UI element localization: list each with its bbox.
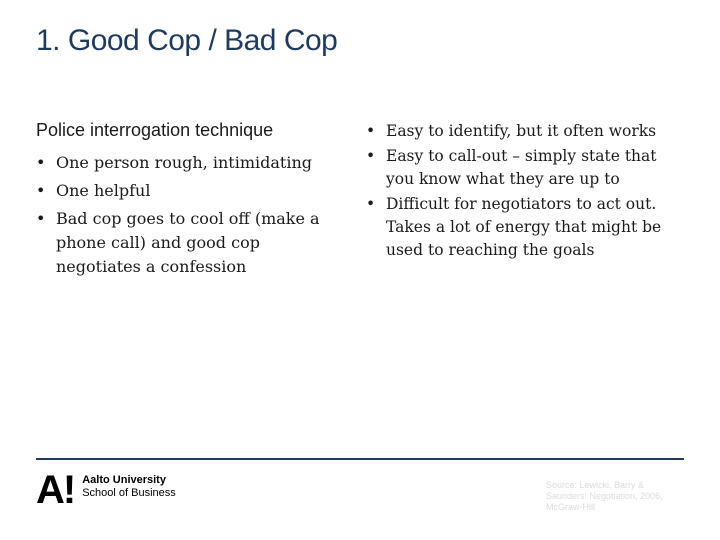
list-item — [366, 193, 686, 262]
bullet-text: One helpful — [56, 181, 151, 200]
list-item — [36, 179, 346, 203]
slide-title: 1. Good Cop / Bad Cop — [36, 24, 338, 57]
right-bullet-list — [366, 120, 686, 262]
list-item — [366, 145, 686, 191]
list-item — [366, 120, 686, 143]
logo-university-name: Aalto University — [82, 474, 166, 486]
logo-mark-icon: A! — [36, 468, 75, 512]
logo-school-name: School of Business — [82, 487, 176, 499]
left-heading: Police interrogation technique — [36, 120, 274, 140]
bullet-icon: • — [36, 153, 46, 172]
list-item — [36, 207, 346, 279]
source-citation: Source: Lewicki, Barry & Saunders: Negotiation, 2006, McGraw-Hill — [546, 480, 663, 512]
list-item — [36, 151, 346, 175]
bullet-text: One person rough, intimidating — [56, 153, 313, 172]
logo-text — [82, 474, 176, 500]
aalto-logo — [36, 468, 176, 512]
bullet-text: Difficult for negotiators to act out. Takes a lot of energy that might be used to reaching the goals — [386, 195, 662, 259]
left-bullet-list — [36, 151, 346, 279]
bullet-icon: • — [366, 122, 376, 140]
bullet-icon: • — [36, 209, 46, 228]
left-column — [36, 120, 346, 283]
bullet-icon: • — [366, 147, 376, 165]
right-column — [366, 120, 686, 264]
footer-divider — [36, 458, 684, 460]
bullet-text: Easy to identify, but it often works — [386, 122, 657, 140]
bullet-icon: • — [366, 195, 376, 213]
bullet-text: Bad cop goes to cool off (make a phone call) and good cop negotiates a confession — [56, 209, 320, 276]
bullet-icon: • — [36, 181, 46, 200]
bullet-text: Easy to call-out – simply state that you know what they are up to — [386, 147, 657, 188]
